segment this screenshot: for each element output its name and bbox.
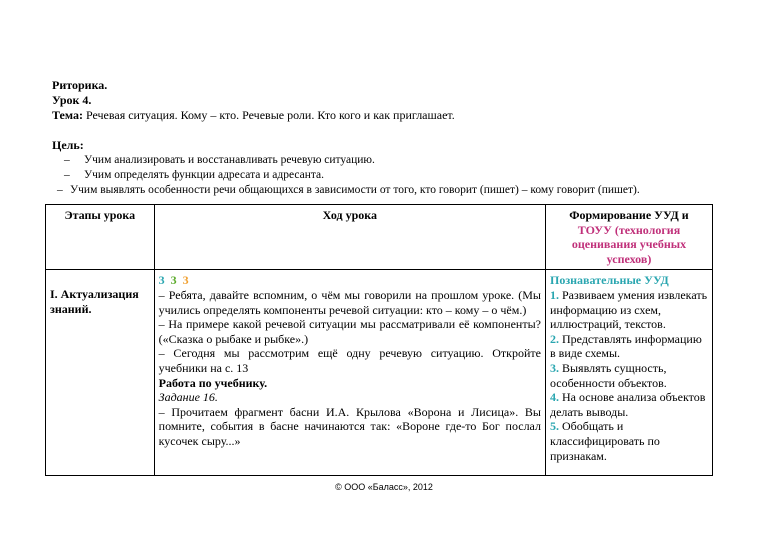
task-title: Задание 16. bbox=[158, 390, 218, 405]
topic-line bbox=[52, 108, 455, 123]
table-row bbox=[46, 270, 713, 476]
uud-item: 3. Выявлять сущность, особенности объектов. bbox=[549, 360, 667, 390]
task-text: – Прочитаем фрагмент басни И.А. Крылова «Ворона и Лисица». Вы помните, события в басне начинаются так: «Вороне где-то Бог послал кусочек сыру...» bbox=[158, 404, 541, 448]
header-course: Ход урока bbox=[154, 205, 545, 270]
uud-item: 2. Представлять информацию в виде схемы. bbox=[549, 331, 702, 361]
goal-item: – Учим выявлять особенности речи общающихся в зависимости от того, кто говорит (пишет) – кому говорит (пишет). bbox=[57, 184, 640, 196]
topic-label: Тема: bbox=[52, 108, 83, 122]
lesson-number: Урок 4. bbox=[52, 93, 92, 107]
subject-title: Риторика. bbox=[52, 78, 108, 92]
course-cell bbox=[154, 270, 545, 476]
uud-item: 5. Обобщать и классифицировать по признакам. bbox=[549, 419, 660, 463]
table-header-row bbox=[46, 205, 713, 270]
goals-list bbox=[57, 153, 640, 198]
uud-title: Познавательные УУД bbox=[549, 273, 669, 288]
goals-title: Цель: bbox=[52, 138, 84, 152]
dialog-line: – Сегодня мы рассмотрим ещё одну речевую ситуацию. Откройте учебники на с. 13 bbox=[158, 346, 541, 375]
goal-item: – Учим определять функции адресата и адресанта. bbox=[64, 169, 325, 181]
dialog-line: – На примере какой речевой ситуации мы рассматривали её компоненты? («Сказка о рыбаке и рыбке».) bbox=[158, 317, 541, 346]
uud-item: 1. Развиваем умения извлекать информацию из схем, иллюстраций, текстов. bbox=[549, 287, 708, 332]
header-stages: Этапы урока bbox=[46, 205, 155, 270]
number-markers: 3 3 3 bbox=[158, 273, 189, 288]
uud-cell bbox=[545, 270, 712, 476]
work-title: Работа по учебнику. bbox=[158, 375, 268, 390]
header-uud: Формирование УУД и ТОУУ (технология оценивания учебных успехов) bbox=[545, 205, 712, 270]
topic-text: Речевая ситуация. Кому – кто. Речевые роли. Кто кого и как приглашает. bbox=[85, 108, 455, 122]
uud-item: 4. На основе анализа объектов делать выводы. bbox=[549, 390, 706, 419]
lesson-table bbox=[45, 204, 713, 476]
header-touu: ТОУУ (технология оценивания учебных успехов) bbox=[571, 222, 687, 266]
dialog-line: – Ребята, давайте вспомним, о чём мы говорили на прошлом уроке. (Мы учились определять компоненты речевой ситуации: кто – кому – о чём.) bbox=[158, 287, 541, 317]
copyright-footer: © ООО «Баласс», 2012 bbox=[335, 482, 433, 492]
stage-cell bbox=[46, 270, 155, 476]
page-header bbox=[52, 78, 455, 123]
stage-label: I. Актуализация знаний. bbox=[50, 287, 139, 316]
goal-item: – Учим анализировать и восстанавливать речевую ситуацию. bbox=[64, 154, 375, 166]
